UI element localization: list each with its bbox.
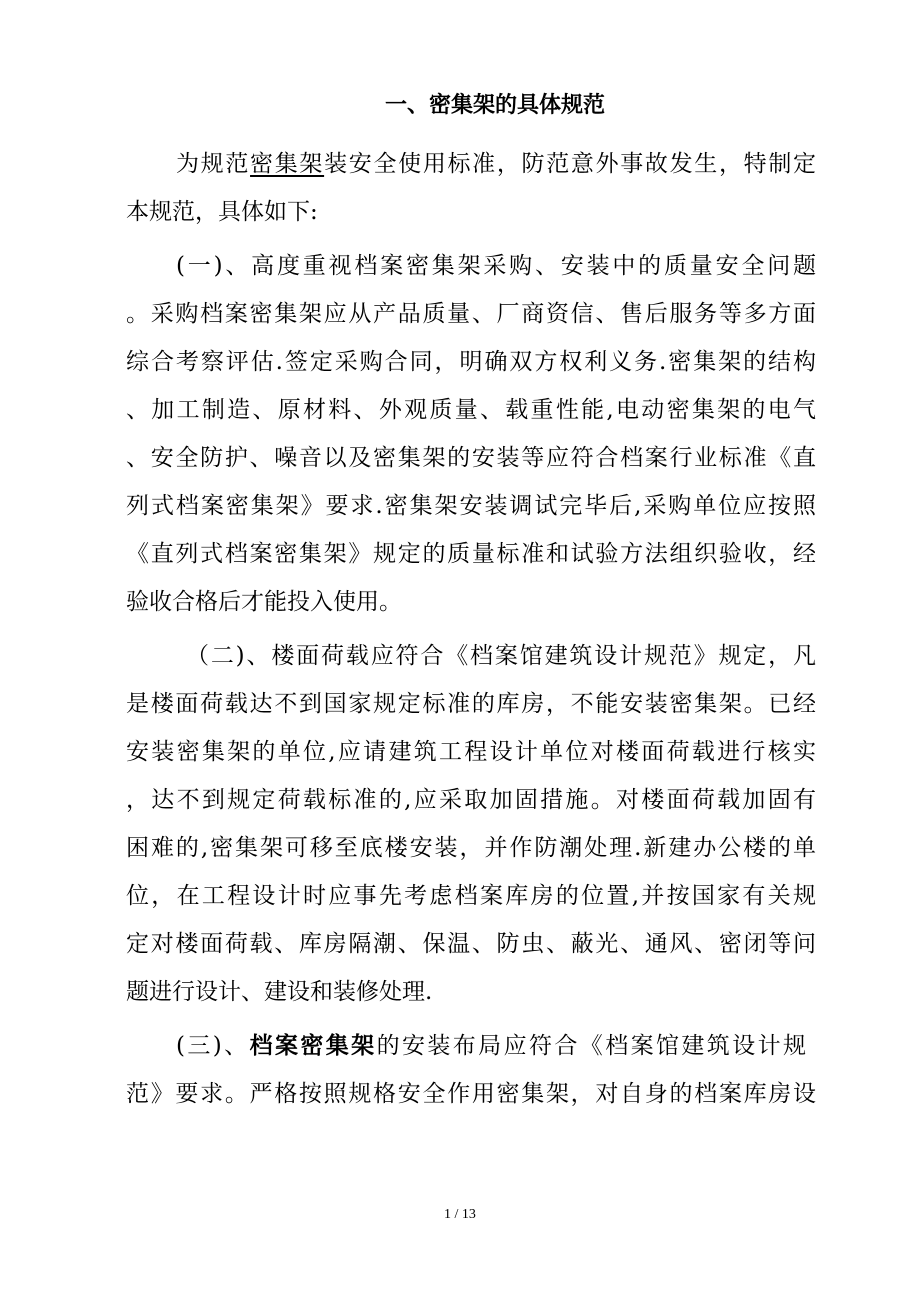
section1-line-2: 。采购档案密集架应从产品质量、厂商资信、售后服务等多方面 <box>126 301 816 327</box>
section3-text-a: (三)、 <box>176 1033 250 1059</box>
section1-line-6: 列式档案密集架》要求.密集架安装调试完毕后,采购单位应按照 <box>126 493 816 519</box>
section3-line-2: 范》要求。严格按照规格安全作用密集架，对自身的档案库房设 <box>126 1081 816 1107</box>
page-number: 1 / 13 <box>444 1207 476 1222</box>
section2-line-3: 安装密集架的单位,应请建筑工程设计单位对楼面荷载进行核实 <box>126 739 816 765</box>
section1-line-8: 验收合格后才能投入使用。 <box>126 589 402 615</box>
section3-text-b: 的安装布局应符合《档案馆建筑设计规 <box>376 1033 807 1059</box>
intro-text-a: 为规范 <box>176 151 251 177</box>
section2-line-1: （二)、楼面荷载应符合《档案馆建筑设计规范》规定，凡 <box>186 643 816 669</box>
section2-line-5: 困难的,密集架可移至底楼安装，并作防潮处理.新建办公楼的单 <box>126 835 816 861</box>
section3-bold-term: 档案密集架 <box>249 1033 377 1059</box>
intro-link-mijijia[interactable]: 密集架 <box>250 151 325 177</box>
section1-line-1: (一)、高度重视档案密集架采购、安装中的质量安全问题 <box>176 253 816 279</box>
intro-line-2: 本规范，具体如下: <box>126 199 318 225</box>
section2-line-4: ，达不到规定荷载标准的,应采取加固措施。对楼面荷载加固有 <box>126 787 816 813</box>
section1-line-4: 、加工制造、原材料、外观质量、载重性能,电动密集架的电气 <box>126 397 816 423</box>
section1-line-3: 综合考察评估.签定采购合同，明确双方权利义务.密集架的结构 <box>126 349 816 375</box>
section2-line-7: 定对楼面荷载、库房隔潮、保温、防虫、蔽光、通风、密闭等问 <box>126 931 816 957</box>
section2-line-8: 题进行设计、建设和装修处理. <box>126 979 433 1005</box>
section2-line-6: 位，在工程设计时应事先考虑档案库房的位置,并按国家有关规 <box>126 883 816 909</box>
intro-line-1 <box>176 146 816 182</box>
intro-text-b: 装安全使用标准，防范意外事故发生，特制定 <box>324 151 817 177</box>
section3-line-1 <box>176 1028 806 1064</box>
section1-line-7: 《直列式档案密集架》规定的质量标准和试验方法组织验收，经 <box>126 541 816 567</box>
page-title: 一、密集架的具体规范 <box>384 93 605 118</box>
section2-line-2: 是楼面荷载达不到国家规定标准的库房，不能安装密集架。已经 <box>126 691 816 717</box>
section1-line-5: 、安全防护、噪音以及密集架的安装等应符合档案行业标准《直 <box>126 445 816 471</box>
